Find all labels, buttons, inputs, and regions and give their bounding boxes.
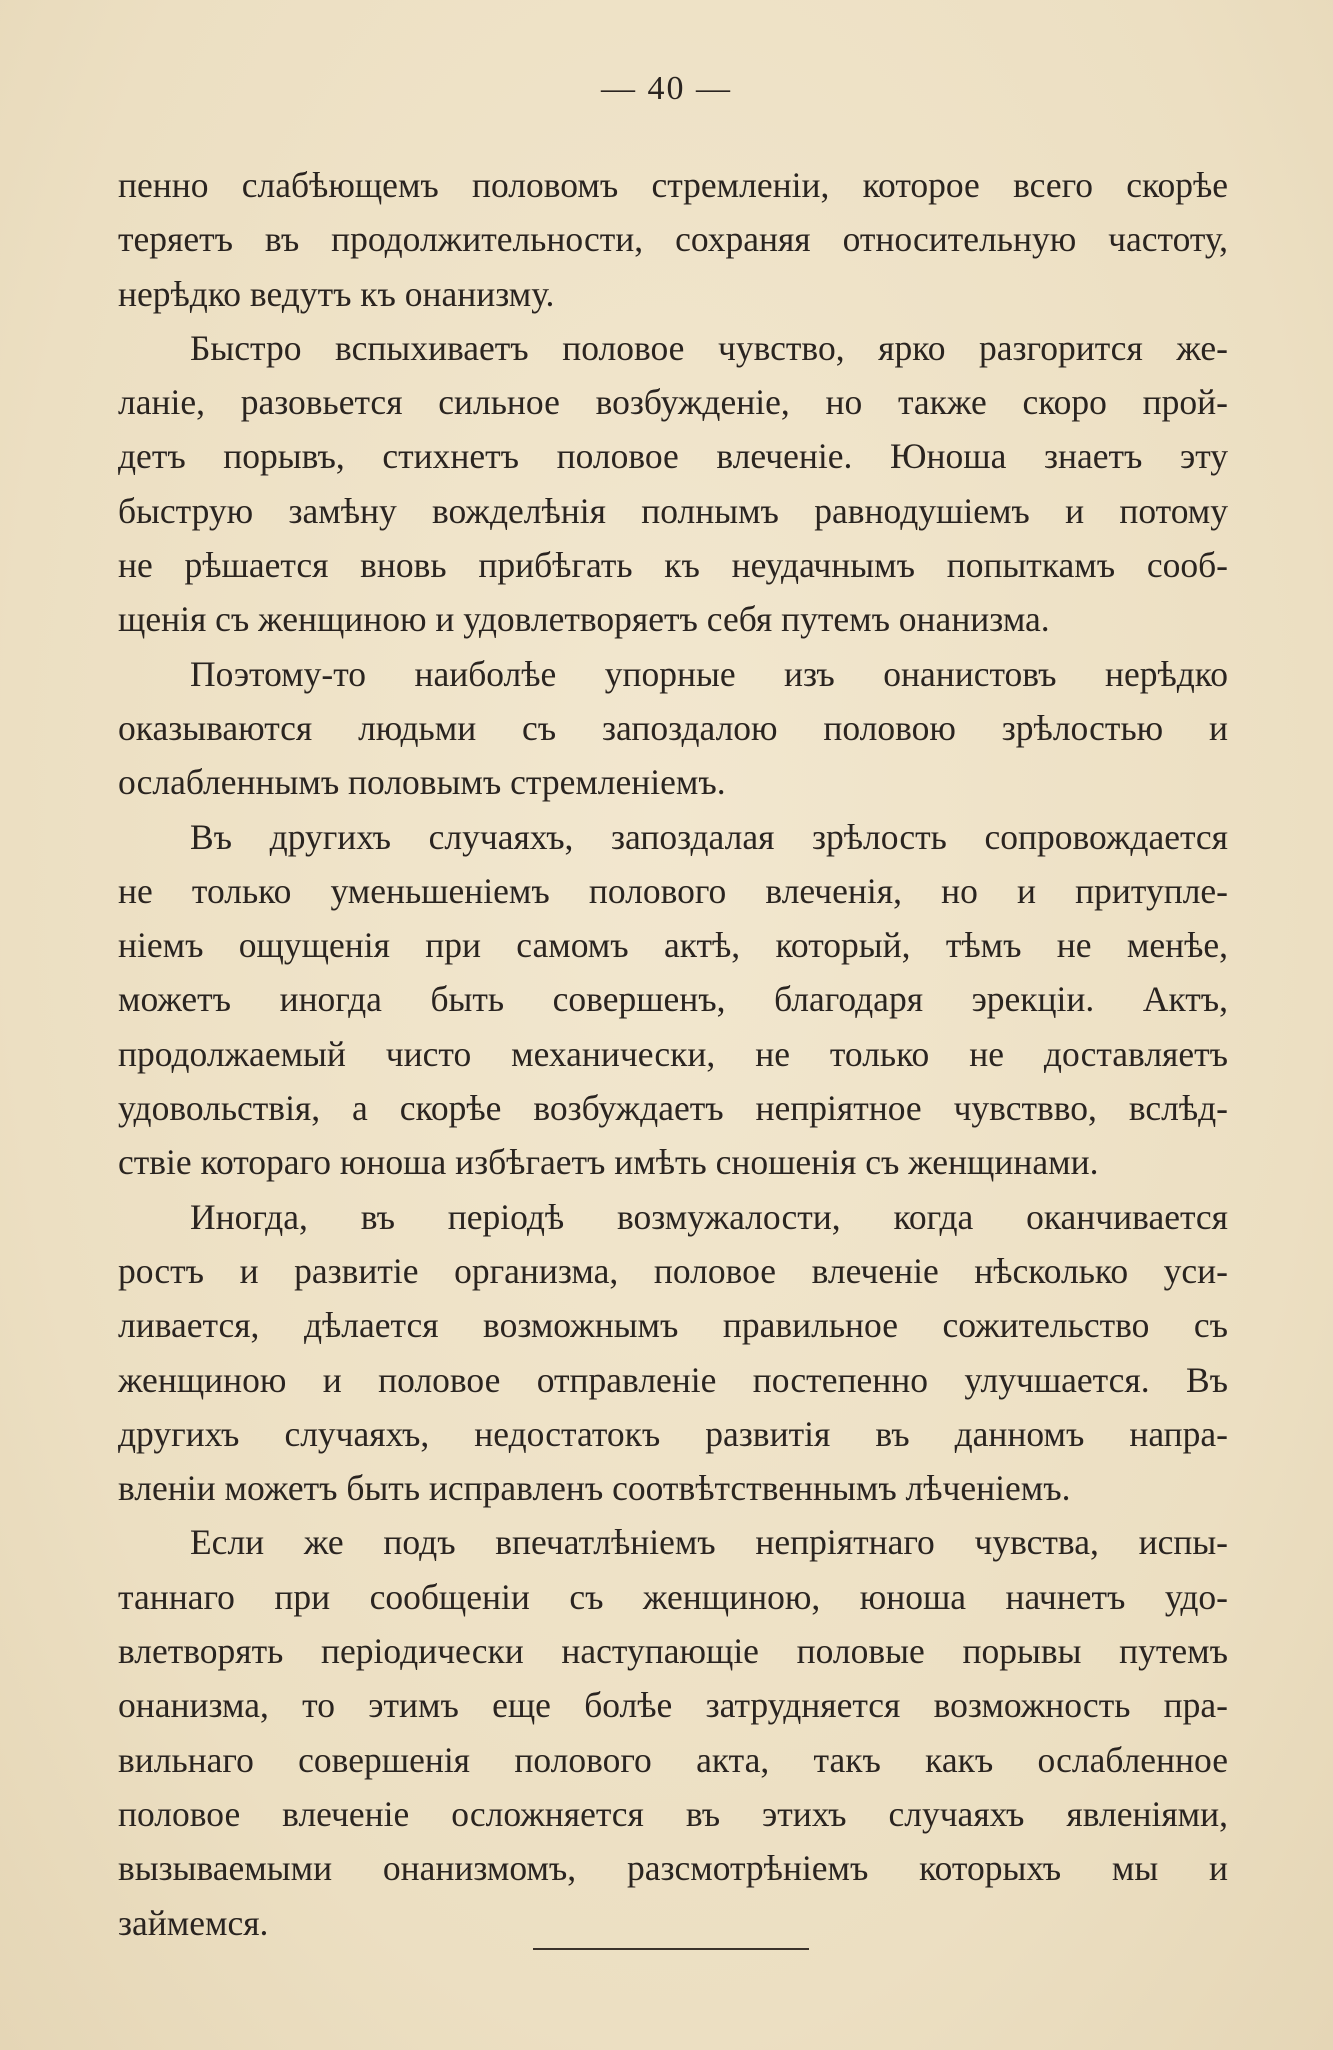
page-number: — 40 —: [601, 70, 732, 107]
paragraph-4: [118, 810, 1228, 1190]
text-line: быструю замѣну вожделѣнія полнымъ равнодушіемъ и потому: [118, 490, 1228, 531]
text-line: детъ порывъ, стихнетъ половое влеченіе. Юноша знаетъ эту: [118, 436, 1228, 477]
text-line: вильнаго совершенія полового акта, такъ какъ ослабленное: [118, 1739, 1228, 1780]
text-line: женщиною и половое отправленіе постепенно улучшается. Въ: [118, 1359, 1228, 1400]
text-line: Поэтому-то наиболѣе упорные изъ онанистовъ нерѣдко: [190, 653, 1228, 694]
text-line: вленіи можетъ быть исправленъ соотвѣтственнымъ лѣченіемъ.: [118, 1468, 1071, 1509]
text-line: ланіе, разовьется сильное возбужденіе, но также скоро прой-: [118, 382, 1228, 423]
text-line: вызываемыми онанизмомъ, разсмотрѣніемъ которыхъ мы и: [118, 1848, 1228, 1889]
text-line: Въ другихъ случаяхъ, запоздалая зрѣлость сопровождается: [190, 816, 1228, 857]
text-line: ростъ и развитіе организма, половое влеченіе нѣсколько уси-: [118, 1250, 1228, 1291]
text-line: ніемъ ощущенія при самомъ актѣ, который, тѣмъ не менѣе,: [118, 925, 1228, 966]
paragraph-1: [118, 158, 1228, 321]
text-line: удовольствія, а скорѣе возбуждаетъ непріятное чувствво, вслѣд-: [118, 1088, 1228, 1129]
text-line: ливается, дѣлается возможнымъ правильное сожительство съ: [118, 1305, 1228, 1346]
paragraph-5: [118, 1190, 1228, 1516]
text-line: не рѣшается вновь прибѣгать къ неудачнымъ попыткамъ сооб-: [118, 545, 1228, 586]
text-line: Если же подъ впечатлѣніемъ непріятнаго чувства, испы-: [190, 1522, 1228, 1563]
text-line: щенія съ женщиною и удовлетворяетъ себя путемъ онанизма.: [118, 599, 1050, 640]
text-line: половое влеченіе осложняется въ этихъ случаяхъ явленіями,: [118, 1793, 1228, 1834]
paragraph-2: [118, 321, 1228, 647]
text-line: можетъ иногда быть совершенъ, благодаря эрекціи. Актъ,: [118, 979, 1228, 1020]
text-line: займемся.: [118, 1902, 269, 1943]
text-line: влетворять періодически наступающіе половые порывы путемъ: [118, 1631, 1228, 1672]
end-rule: [533, 1948, 809, 1950]
text-line: не только уменьшеніемъ полового влеченія, но и притупле-: [118, 870, 1228, 911]
body-text: [118, 158, 1228, 1950]
text-line: теряетъ въ продолжительности, сохраняя относительную частоту,: [118, 219, 1228, 260]
text-line: Иногда, въ періодѣ возмужалости, когда оканчивается: [190, 1196, 1228, 1237]
text-line: оказываются людьми съ запоздалою половою зрѣлостью и: [118, 707, 1228, 748]
text-line: нерѣдко ведутъ къ онанизму.: [118, 273, 555, 314]
text-line: продолжаемый чисто механически, не только не доставляетъ: [118, 1033, 1228, 1074]
text-line: пенно слабѣющемъ половомъ стремленіи, которое всего скорѣе: [118, 165, 1228, 205]
text-line: Быстро вспыхиваетъ половое чувство, ярко разгорится же-: [190, 327, 1228, 368]
paragraph-3: [118, 647, 1228, 810]
text-line: онанизма, то этимъ еще болѣе затрудняется возможность пра-: [118, 1685, 1228, 1726]
text-line: ослабленнымъ половымъ стремленіемъ.: [118, 762, 726, 803]
text-line: другихъ случаяхъ, недостатокъ развитія въ данномъ напра-: [118, 1413, 1228, 1454]
paragraph-6: [118, 1515, 1228, 1949]
text-line: таннаго при сообщеніи съ женщиною, юноша начнетъ удо-: [118, 1576, 1228, 1617]
text-line: ствіе котораго юноша избѣгаетъ имѣть сношенія съ женщинами.: [118, 1142, 1099, 1183]
